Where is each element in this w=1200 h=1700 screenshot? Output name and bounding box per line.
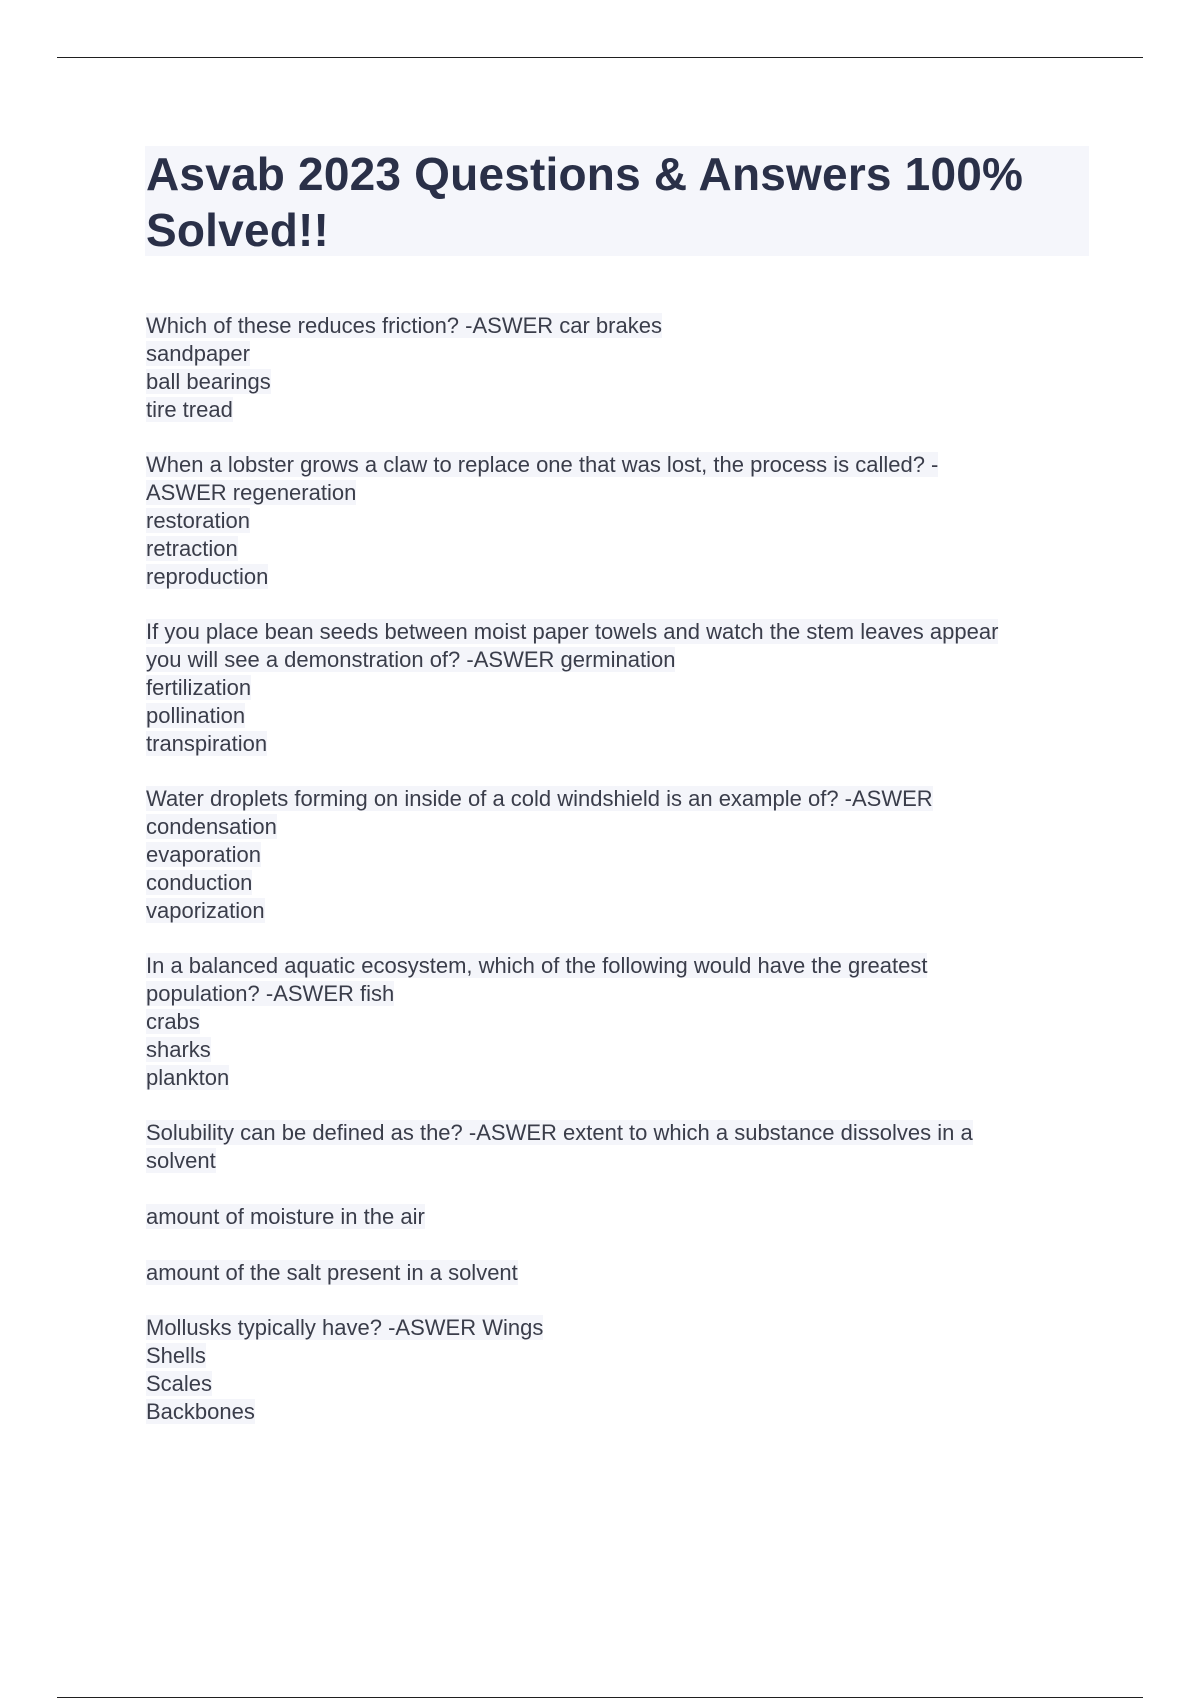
- question-block-1: [146, 312, 1106, 424]
- question-text-continued: you will see a demonstration of? -ASWER germination: [146, 647, 676, 672]
- title-line-1: Asvab 2023 Questions & Answers 100%: [146, 148, 1024, 200]
- question-block-7: [146, 1314, 1106, 1426]
- answer-option: conduction: [146, 870, 253, 895]
- answer-option: Backbones: [146, 1399, 255, 1424]
- question-text-continued: population? -ASWER fish: [146, 981, 395, 1006]
- answer-option: retraction: [146, 536, 238, 561]
- answer-option: ball bearings: [146, 369, 271, 394]
- answer-option: amount of the salt present in a solvent: [146, 1260, 518, 1285]
- title-line-2: Solved!!: [146, 204, 330, 256]
- question-block-4: [146, 785, 1106, 925]
- question-text-continued: solvent: [146, 1148, 216, 1173]
- answer-option: evaporation: [146, 842, 261, 867]
- question-block-2: [146, 451, 1106, 591]
- question-text: Water droplets forming on inside of a cold windshield is an example of? -ASWER: [146, 786, 933, 811]
- question-text-continued: ASWER regeneration: [146, 480, 357, 505]
- spacer: [146, 1231, 1106, 1259]
- document-title: [146, 146, 1106, 258]
- question-block-3: [146, 618, 1106, 758]
- answer-option: Scales: [146, 1371, 213, 1396]
- spacer: [146, 1175, 1106, 1203]
- answer-option: condensation: [146, 814, 277, 839]
- answer-option: pollination: [146, 703, 246, 728]
- question-text: Which of these reduces friction? -ASWER car brakes: [146, 313, 662, 338]
- question-text: Solubility can be defined as the? -ASWER extent to which a substance dissolves in a: [146, 1120, 973, 1145]
- answer-option: restoration: [146, 508, 250, 533]
- answer-option: reproduction: [146, 564, 269, 589]
- answer-option: crabs: [146, 1009, 200, 1034]
- answer-option: Shells: [146, 1343, 206, 1368]
- answer-option: sandpaper: [146, 341, 250, 366]
- question-block-6: [146, 1119, 1106, 1287]
- answer-option: tire tread: [146, 397, 233, 422]
- question-text: In a balanced aquatic ecosystem, which of the following would have the greatest: [146, 953, 928, 978]
- question-block-5: [146, 952, 1106, 1092]
- question-text: When a lobster grows a claw to replace one that was lost, the process is called? -: [146, 452, 939, 477]
- answer-option: fertilization: [146, 675, 252, 700]
- answer-option: amount of moisture in the air: [146, 1204, 425, 1229]
- answer-option: transpiration: [146, 731, 268, 756]
- answer-option: sharks: [146, 1037, 211, 1062]
- question-text: Mollusks typically have? -ASWER Wings: [146, 1315, 544, 1340]
- answer-option: vaporization: [146, 898, 265, 923]
- answer-option: plankton: [146, 1065, 230, 1090]
- document-body: [146, 312, 1106, 1453]
- footer-rule: [57, 1697, 1143, 1698]
- header-rule: [57, 57, 1143, 58]
- question-text: If you place bean seeds between moist paper towels and watch the stem leaves appear: [146, 619, 999, 644]
